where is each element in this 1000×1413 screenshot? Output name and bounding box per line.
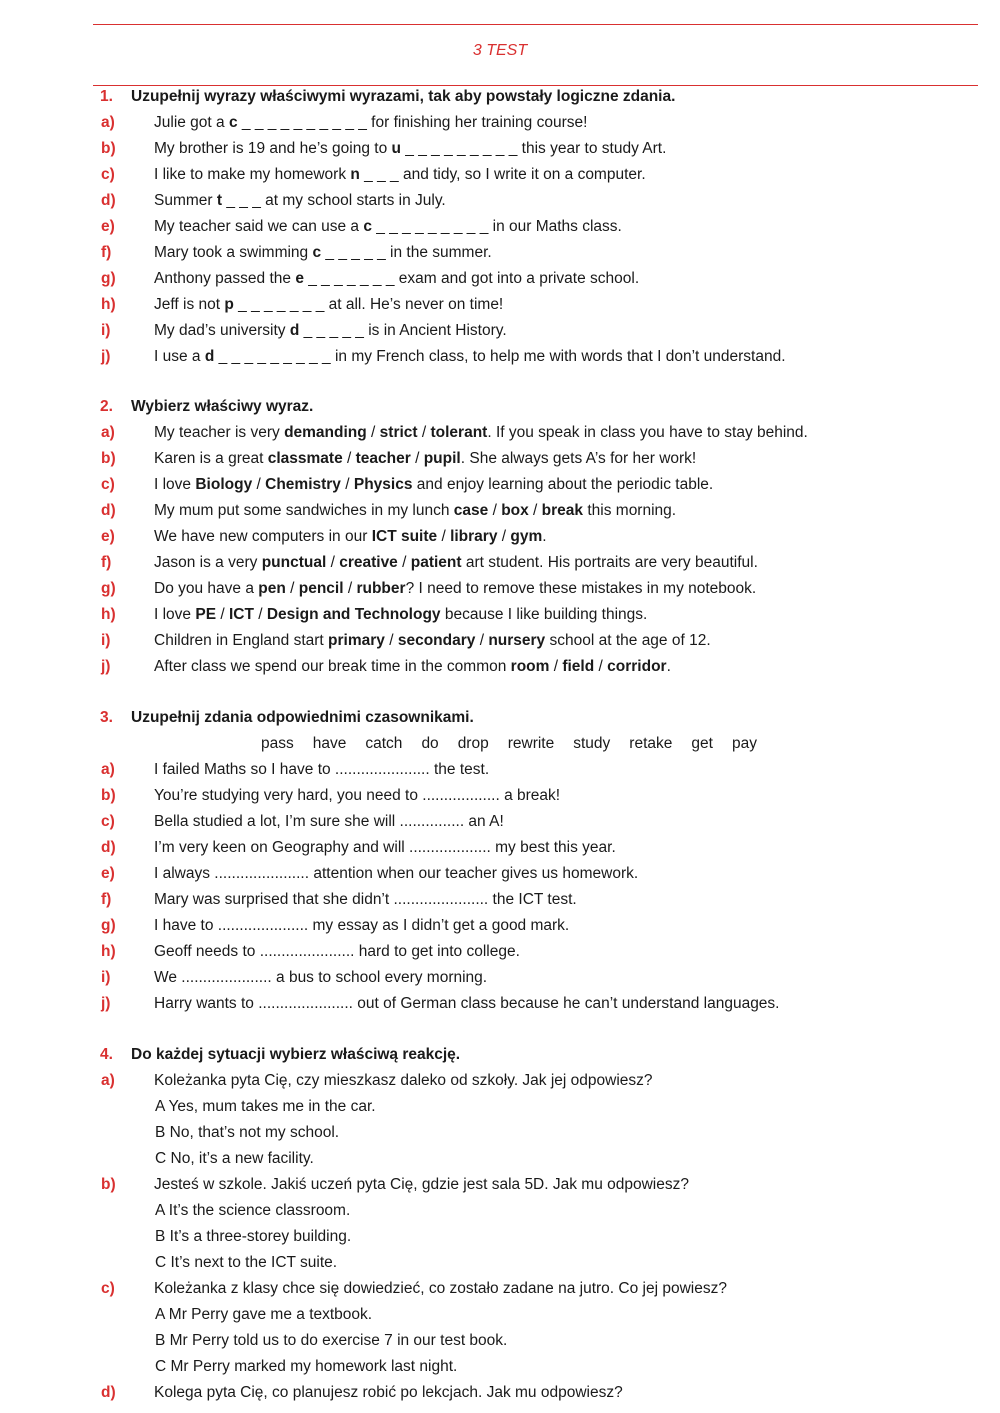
section-number: 4.	[100, 1046, 113, 1063]
word-option: punctual	[261, 554, 327, 571]
section-number: 1.	[100, 88, 113, 105]
item-text-end: . If you speak in class you have to stay behind.	[487, 424, 808, 441]
first-letter-hint: p	[224, 296, 234, 313]
item-text-end: .	[666, 658, 671, 675]
word-bank-word: pass	[261, 735, 294, 752]
exercise-item	[100, 887, 980, 913]
item-label: a)	[101, 761, 115, 778]
word-option: Design and Technology	[266, 606, 441, 623]
item-text-start: Summer	[154, 192, 217, 209]
item-text-end: and enjoy learning about the periodic table.	[412, 476, 714, 493]
answer-option: B It’s a three-storey building.	[155, 1228, 352, 1245]
item-text-start: Children in England start	[154, 632, 329, 649]
item-text-end: _ _ _ _ _ _ _ at all. He’s never on time!	[233, 296, 504, 313]
exercise-item	[100, 188, 980, 214]
word-option: pupil	[423, 450, 461, 467]
item-text: I’m very keen on Geography and will ................... my best this year.	[154, 839, 616, 856]
item-text: We ..................... a bus to school every morning.	[154, 969, 488, 986]
exercise-item	[100, 240, 980, 266]
item-text-start: My dad’s university	[154, 322, 290, 339]
section-heading	[100, 705, 980, 731]
item-text: Geoff needs to ...................... hard to get into college.	[154, 943, 520, 960]
word-bank-word: pay	[731, 735, 757, 752]
word-bank-word: rewrite	[507, 735, 555, 752]
item-label: g)	[101, 917, 116, 934]
item-text-end: _ _ _ _ _ is in Ancient History.	[299, 322, 507, 339]
word-bank-word: study	[573, 735, 611, 752]
item-text-start: Jason is a very	[154, 554, 262, 571]
item-text-start: My teacher said we can use a	[154, 218, 364, 235]
word-option: ICT suite	[371, 528, 438, 545]
answer-option: C It’s next to the ICT suite.	[155, 1254, 338, 1271]
word-option: primary	[328, 632, 385, 649]
section-heading	[100, 84, 980, 110]
exercise-item	[100, 809, 980, 835]
item-text-end: art student. His portraits are very beautiful.	[461, 554, 758, 571]
item-text-start: My teacher is very	[154, 424, 285, 441]
item-label: d)	[101, 1384, 116, 1401]
item-label: d)	[101, 839, 116, 856]
word-option: pen	[258, 580, 286, 597]
item-text-end: _ _ _ _ _ _ _ _ _ this year to study Art.	[401, 140, 667, 157]
item-label: b)	[101, 1176, 116, 1193]
item-label: e)	[101, 865, 115, 882]
item-text-end: . She always gets A’s for her work!	[460, 450, 697, 467]
situation-question: Koleżanka pyta Cię, czy mieszkasz daleko od szkoły. Jak jej odpowiesz?	[154, 1072, 653, 1089]
exercise-item	[100, 1172, 980, 1198]
item-label: g)	[101, 580, 116, 597]
exercise-item	[100, 939, 980, 965]
item-label: f)	[101, 554, 112, 571]
item-text-end: _ _ _ and tidy, so I write it on a computer.	[359, 166, 646, 183]
section-1	[100, 84, 980, 370]
exercise-item: g) Do you have a pen / pencil / rubber? I need to remove these mistakes in my notebook.	[100, 576, 980, 602]
answer-option: A Yes, mum takes me in the car.	[155, 1098, 376, 1115]
item-text-end: school at the age of 12.	[545, 632, 711, 649]
item-text-start: My brother is 19 and he’s going to	[154, 140, 392, 157]
exercise-item: b) Karen is a great classmate / teacher / pupil. She always gets A’s for her work!	[100, 446, 980, 472]
first-letter-hint: n	[350, 166, 360, 183]
exercise-item	[100, 214, 980, 240]
exercise-item	[100, 136, 980, 162]
word-option: ICT	[228, 606, 254, 623]
word-option: tolerant	[430, 424, 488, 441]
item-label: a)	[101, 114, 115, 131]
item-text-start: I love	[154, 476, 196, 493]
item-text-end: _ _ _ _ _ _ _ _ _ _ for finishing her training course!	[237, 114, 588, 131]
section-4	[100, 1042, 980, 1406]
answer-option: A It’s the science classroom.	[155, 1202, 351, 1219]
answer-option: B Mr Perry told us to do exercise 7 in our test book.	[155, 1332, 508, 1349]
first-letter-hint: u	[391, 140, 401, 157]
word-option: case	[453, 502, 489, 519]
item-text: I failed Maths so I have to ...................... the test.	[154, 761, 490, 778]
item-label: e)	[101, 528, 115, 545]
exercise-item	[100, 1380, 980, 1406]
exercise-item	[100, 991, 980, 1017]
item-text: Bella studied a lot, I’m sure she will ............... an A!	[154, 813, 504, 830]
word-option: Chemistry	[265, 476, 341, 493]
first-letter-hint: c	[312, 244, 322, 261]
item-label: i)	[101, 322, 111, 339]
exercise-item	[100, 861, 980, 887]
item-label: h)	[101, 943, 116, 960]
word-option: demanding	[284, 424, 367, 441]
word-option: library	[450, 528, 498, 545]
word-option: field	[562, 658, 595, 675]
item-label: c)	[101, 813, 115, 830]
item-text-start: I like to make my homework	[154, 166, 351, 183]
item-text-start: Do you have a	[154, 580, 259, 597]
section-number: 3.	[100, 709, 113, 726]
item-text-end: this morning.	[583, 502, 677, 519]
exercise-item: e) We have new computers in our ICT suite / library / gym.	[100, 524, 980, 550]
item-label: e)	[101, 218, 115, 235]
exercise-item	[100, 162, 980, 188]
section-instruction: Uzupełnij wyrazy właściwymi wyrazami, tak aby powstały logiczne zdania.	[131, 88, 676, 105]
item-text-end: _ _ _ _ _ _ _ exam and got into a private school.	[303, 270, 640, 287]
item-label: b)	[101, 140, 116, 157]
word-option: creative	[339, 554, 398, 571]
exercise-item	[100, 913, 980, 939]
first-letter-hint: c	[363, 218, 372, 235]
word-option: gym	[510, 528, 543, 545]
exercise-item	[100, 835, 980, 861]
word-bank-word: drop	[457, 735, 489, 752]
word-option: rubber	[356, 580, 406, 597]
word-bank	[100, 731, 980, 757]
item-label: c)	[101, 166, 115, 183]
answer-option: C Mr Perry marked my homework last night.	[155, 1358, 458, 1375]
item-text: You’re studying very hard, you need to .................. a break!	[154, 787, 561, 804]
exercise-item: c) I love Biology / Chemistry / Physics and enjoy learning about the periodic table.	[100, 472, 980, 498]
item-label: h)	[101, 606, 116, 623]
item-text-end: because I like building things.	[440, 606, 648, 623]
exercise-item: j) After class we spend our break time in the common room / field / corridor.	[100, 654, 980, 680]
section-instruction: Uzupełnij zdania odpowiednimi czasownikami.	[131, 709, 474, 726]
item-text-start: Mary took a swimming	[154, 244, 313, 261]
first-letter-hint: c	[228, 114, 238, 131]
item-label: d)	[101, 192, 116, 209]
word-option: Physics	[353, 476, 413, 493]
item-text-start: Anthony passed the	[154, 270, 296, 287]
section-heading	[100, 1042, 980, 1068]
section-heading	[100, 394, 980, 420]
item-text: I have to ..................... my essay as I didn’t get a good mark.	[154, 917, 570, 934]
item-label: a)	[101, 1072, 115, 1089]
word-option: pencil	[298, 580, 344, 597]
item-text: Harry wants to ...................... out of German class because he can’t understand languages.	[154, 995, 780, 1012]
word-bank-word: have	[312, 735, 347, 752]
item-label: f)	[101, 891, 112, 908]
first-letter-hint: d	[289, 322, 300, 339]
word-option: secondary	[397, 632, 476, 649]
item-text-end: _ _ _ _ _ _ _ _ _ in my French class, to help me with words that I don’t understand.	[214, 348, 786, 365]
exercise-item	[100, 344, 980, 370]
exercise-item: f) Jason is a very punctual / creative / patient art student. His portraits are very beautiful.	[100, 550, 980, 576]
item-label: b)	[101, 450, 116, 467]
word-option: corridor	[607, 658, 667, 675]
item-text-start: My mum put some sandwiches in my lunch	[154, 502, 454, 519]
item-text-start: We have new computers in our	[154, 528, 372, 545]
exercise-item	[100, 110, 980, 136]
item-label: f)	[101, 244, 112, 261]
exercise-item	[100, 1276, 980, 1302]
word-option: box	[501, 502, 529, 519]
exercise-item	[100, 783, 980, 809]
exercise-item	[100, 965, 980, 991]
item-label: h)	[101, 296, 116, 313]
exercise-item	[100, 757, 980, 783]
item-label: i)	[101, 632, 111, 649]
item-text-end: ? I need to remove these mistakes in my notebook.	[405, 580, 757, 597]
section-instruction: Do każdej sytuacji wybierz właściwą reakcję.	[131, 1046, 461, 1063]
word-option: classmate	[267, 450, 343, 467]
section-2	[100, 394, 980, 680]
exercise-item: d) My mum put some sandwiches in my lunch case / box / break this morning.	[100, 498, 980, 524]
first-letter-hint: d	[204, 348, 215, 365]
exercise-item	[100, 318, 980, 344]
word-bank-word: retake	[629, 735, 673, 752]
item-label: d)	[101, 502, 116, 519]
item-text: Mary was surprised that she didn’t ...................... the ICT test.	[154, 891, 577, 908]
item-label: j)	[101, 995, 111, 1012]
item-label: c)	[101, 1280, 115, 1297]
first-letter-hint: e	[295, 270, 304, 287]
section-3	[100, 705, 980, 1017]
item-text-end: .	[542, 528, 547, 545]
item-text-start: Karen is a great	[154, 450, 268, 467]
exercise-item	[100, 266, 980, 292]
item-text-end: _ _ _ _ _ _ _ _ _ in our Maths class.	[371, 218, 622, 235]
word-option: PE	[195, 606, 217, 623]
situation-question: Kolega pyta Cię, co planujesz robić po lekcjach. Jak mu odpowiesz?	[154, 1384, 623, 1401]
word-bank-word: get	[691, 735, 713, 752]
word-bank-word: do	[421, 735, 439, 752]
exercise-item: h) I love PE / ICT / Design and Technology because I like building things.	[100, 602, 980, 628]
exercise-item	[100, 292, 980, 318]
word-option: patient	[410, 554, 462, 571]
item-label: j)	[101, 658, 111, 675]
item-text-start: I use a	[154, 348, 205, 365]
first-letter-hint: t	[216, 192, 223, 209]
word-option: room	[510, 658, 550, 675]
section-instruction: Wybierz właściwy wyraz.	[131, 398, 314, 415]
answer-option: C No, it’s a new facility.	[155, 1150, 314, 1167]
item-text-end: _ _ _ _ _ in the summer.	[321, 244, 492, 261]
item-label: c)	[101, 476, 115, 493]
exercise-item: a) My teacher is very demanding / strict / tolerant. If you speak in class you have to stay behind.	[100, 420, 980, 446]
exercise-item	[100, 1068, 980, 1094]
answer-option: B No, that’s not my school.	[155, 1124, 340, 1141]
exercise-item: i) Children in England start primary / secondary / nursery school at the age of 12.	[100, 628, 980, 654]
page-title: 3 TEST	[472, 42, 528, 59]
item-text-start: Jeff is not	[154, 296, 225, 313]
answer-option: A Mr Perry gave me a textbook.	[155, 1306, 373, 1323]
item-text: I always ...................... attention when our teacher gives us homework.	[154, 865, 639, 882]
item-text-start: After class we spend our break time in the common	[154, 658, 511, 675]
word-bank-word: catch	[365, 735, 403, 752]
item-text-start: Julie got a	[154, 114, 229, 131]
section-number: 2.	[100, 398, 113, 415]
item-text-end: _ _ _ at my school starts in July.	[222, 192, 446, 209]
word-option: break	[541, 502, 584, 519]
item-label: b)	[101, 787, 116, 804]
item-text-start: I love	[154, 606, 196, 623]
item-label: a)	[101, 424, 115, 441]
item-label: i)	[101, 969, 111, 986]
situation-question: Jesteś w szkole. Jakiś uczeń pyta Cię, gdzie jest sala 5D. Jak mu odpowiesz?	[154, 1176, 689, 1193]
word-option: Biology	[195, 476, 253, 493]
word-option: strict	[379, 424, 418, 441]
word-option: teacher	[355, 450, 411, 467]
item-label: g)	[101, 270, 116, 287]
top-rule	[93, 24, 978, 25]
item-label: j)	[101, 348, 111, 365]
situation-question: Koleżanka z klasy chce się dowiedzieć, co zostało zadane na jutro. Co jej powiesz?	[154, 1280, 727, 1297]
word-option: nursery	[488, 632, 546, 649]
